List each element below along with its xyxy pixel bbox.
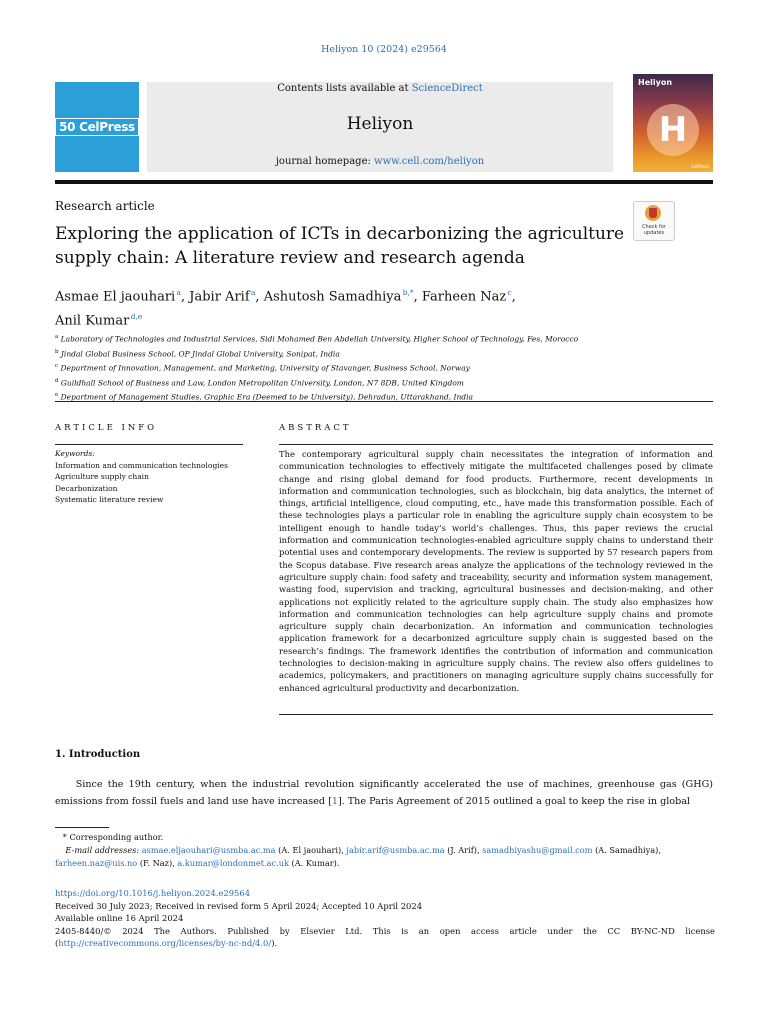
- check-updates-line: updates: [643, 230, 665, 236]
- affiliation-item: [55, 331, 715, 346]
- keyword-item: Decarbonization: [55, 483, 118, 493]
- affiliation-marker: e: [55, 392, 59, 398]
- footnote-divider: [55, 827, 109, 828]
- keywords-block: [55, 448, 245, 506]
- homepage-prefix: journal homepage:: [275, 156, 375, 167]
- author-affil-link[interactable]: b,*: [402, 288, 414, 297]
- author-affil-link[interactable]: a: [176, 288, 181, 297]
- email-label: E-mail addresses:: [65, 845, 140, 855]
- introduction-heading: 1. Introduction: [55, 749, 141, 760]
- author-name: Jabir Arif: [189, 289, 250, 305]
- author-affil-link[interactable]: d,e: [130, 312, 143, 322]
- affiliation-marker: d: [55, 377, 59, 384]
- email-owner: (J. Arif),: [444, 845, 483, 855]
- abstract-heading: ABSTRACT: [279, 423, 352, 433]
- affiliation-text: Jindal Global Business School, OP Jindal Global University, Sonipat, India: [60, 349, 340, 358]
- email-addresses: [55, 844, 715, 870]
- affiliation-item: [55, 375, 715, 390]
- article-type: Research article: [55, 199, 155, 213]
- abstract-text: The contemporary agricultural supply chain necessitates the integration of information and communication technologies to effectively mitigate the multifaceted challenges posed by climate change and rising global demand for food products. Furthermore, recent developments in information and communication technologies, such as blockchain, big data analytics, the internet of things, artificial intelligence, cloud computing, etc., have made this transformation possible. Each of these technologies plays a particular role in enabling the agriculture supply chain ecosystem to be intelligent enough to handle today’s world’s challenges. Thus, this paper reviews the crucial information and communication technologies-enabled agriculture supply chains to understand their potential uses and contemporary developments. The review is supported by 57 research papers from the Scopus database. Five research areas analyze the applications of the technology reviewed in the agriculture supply chain: food safety and traceability, security and information system management, wasting food, supervision and tracking, agricultural businesses and decision-making, and other applications not explicitly related to the agriculture supply chain. The study also emphasizes how information and communication technologies can help agriculture supply chains and promote agriculture supply chain decarbonization. An information and communication technologies application framework for a decarbonized agriculture supply chain is suggested based on the research’s findings. The framework identifies the contribution of information and communication technologies to decision-making in agriculture supply chains. The review also offers guidelines to academics, policymakers, and practitioners on managing agriculture supply chains successfully for enhanced agricultural productivity and decarbonization.: [279, 449, 713, 693]
- affiliation-text: Department of Management Studies, Graphic Era (Deemed to be University), Dehradun, Uttarakhand, India: [60, 392, 473, 402]
- email-owner: (A. Samadhiya),: [592, 845, 661, 855]
- email-owner: (A. El jaouhari),: [275, 845, 347, 855]
- cover-emblem: [647, 104, 699, 156]
- email-link[interactable]: farheen.naz@uis.no: [55, 858, 138, 868]
- email-owner: (A. Kumar).: [288, 858, 340, 868]
- author-name: Ashutosh Samadhiya: [263, 289, 402, 305]
- author-name: Anil Kumar: [55, 313, 130, 329]
- bookmark-icon: [645, 205, 661, 221]
- keyword-item: Information and communication technologies: [55, 460, 228, 470]
- online-date: Available online 16 April 2024: [55, 913, 184, 924]
- keywords-label: Keywords:: [55, 449, 95, 458]
- article-info-divider: [55, 444, 243, 445]
- journal-homepage: [147, 156, 613, 167]
- license-open-paren: (: [55, 938, 59, 949]
- contents-line: [147, 83, 613, 94]
- affiliation-marker: a: [55, 334, 59, 340]
- email-link[interactable]: samadhiyashu@gmail.com: [482, 845, 593, 855]
- journal-reference[interactable]: Heliyon 10 (2024) e29564: [321, 44, 447, 55]
- email-owner: (F. Naz),: [137, 858, 178, 868]
- email-link[interactable]: a.kumar@londonmet.ac.uk: [177, 858, 289, 868]
- abstract-divider: [279, 444, 713, 445]
- sciencedirect-link[interactable]: ScienceDirect: [411, 83, 483, 94]
- journal-header-panel: [147, 82, 613, 172]
- license-link[interactable]: http://creativecommons.org/licenses/by-nc-nd/4.0/: [58, 938, 272, 949]
- affiliation-list: [55, 331, 715, 404]
- homepage-link[interactable]: www.cell.com/heliyon: [374, 156, 485, 167]
- article-title: [55, 222, 625, 270]
- journal-cover-image: [633, 74, 713, 172]
- license-text: 2405-8440/© 2024 The Authors. Published by Elsevier Ltd. This is an open access article under the CC BY-NC-ND license: [55, 925, 715, 936]
- cover-title: Heliyon: [638, 78, 673, 87]
- introduction-paragraph: [55, 776, 713, 810]
- section-divider: [55, 401, 713, 402]
- affiliation-marker: c: [55, 363, 59, 369]
- affiliation-marker: b: [55, 348, 59, 355]
- affiliation-item: [55, 360, 715, 375]
- article-info-heading: ARTICLE INFO: [55, 423, 158, 433]
- affiliation-text: Department of Innovation, Management, and Marketing, University of Stavanger, Business School, Norway: [60, 363, 470, 373]
- title-line: supply chain: A literature review and research agenda: [55, 248, 525, 268]
- license-line: (http://creativecommons.org/licenses/by-nc-nd/4.0/).: [55, 938, 278, 949]
- affiliation-text: Guildhall School of Business and Law, London Metropolitan University, London, N7 8DB, United Kingdom: [60, 378, 464, 387]
- corresponding-text: Corresponding author.: [69, 832, 164, 842]
- author-name: Asmae El jaouhari: [55, 289, 176, 305]
- email-link[interactable]: asmae.eljaouhari@usmba.ac.ma: [141, 845, 276, 855]
- journal-name: Heliyon: [346, 114, 414, 134]
- cover-letter: H: [658, 110, 688, 150]
- keyword-item: Agriculture supply chain: [55, 472, 149, 481]
- doi-link[interactable]: https://doi.org/10.1016/j.heliyon.2024.e29564: [55, 888, 251, 898]
- corresponding-note: * Corresponding author.: [55, 832, 164, 842]
- affiliation-item: [55, 346, 715, 361]
- header-divider: [55, 180, 713, 184]
- publisher-logo-text: 50 CelPress: [55, 118, 139, 136]
- check-updates-line: Check for: [642, 224, 666, 230]
- intro-text: ]. The Paris Agreement of 2015 outlined a goal to keep the rise in global: [337, 796, 691, 807]
- affiliation-text: Laboratory of Technologies and Industrial Services, Sidi Mohamed Ben Abdellah University, Higher School of Technology, Fes, Morocco: [60, 334, 579, 344]
- check-updates-label: [634, 224, 674, 236]
- title-line: Exploring the application of ICTs in decarbonizing the agriculture: [55, 224, 625, 244]
- keyword-item: Systematic literature review: [55, 495, 164, 504]
- check-for-updates-button[interactable]: [633, 201, 675, 241]
- author-affil-link[interactable]: c: [507, 288, 512, 297]
- author-list: Asmae El jaouhari $^a$, Jabir Arif $^a$, Ashutosh Samadhiya $^{b,*}$, Farheen Naz $^c$, Anil Kumar $^{d,e}$: [55, 288, 516, 329]
- received-dates: Received 30 July 2023; Received in revised form 5 April 2024; Accepted 10 April 2024: [55, 900, 423, 911]
- intro-text: Since the 19th century, when the industrial revolution significantly accelerated the use of machines, greenhouse gas (GHG) emissions from fossil fuels and land use have increased [: [55, 779, 713, 807]
- email-link[interactable]: jabir.arif@usmba.ac.ma: [346, 845, 445, 855]
- article-metadata: [55, 887, 715, 950]
- author-name: Farheen Naz: [421, 289, 507, 305]
- contents-prefix: Contents lists available at: [277, 83, 412, 94]
- author-affil-link[interactable]: a: [250, 288, 256, 297]
- reference-link[interactable]: 1: [331, 796, 338, 807]
- publisher-logo: [55, 82, 139, 172]
- cover-footer: CellPress: [690, 164, 709, 169]
- footnotes: [55, 831, 715, 870]
- abstract-bottom-divider: [279, 714, 713, 715]
